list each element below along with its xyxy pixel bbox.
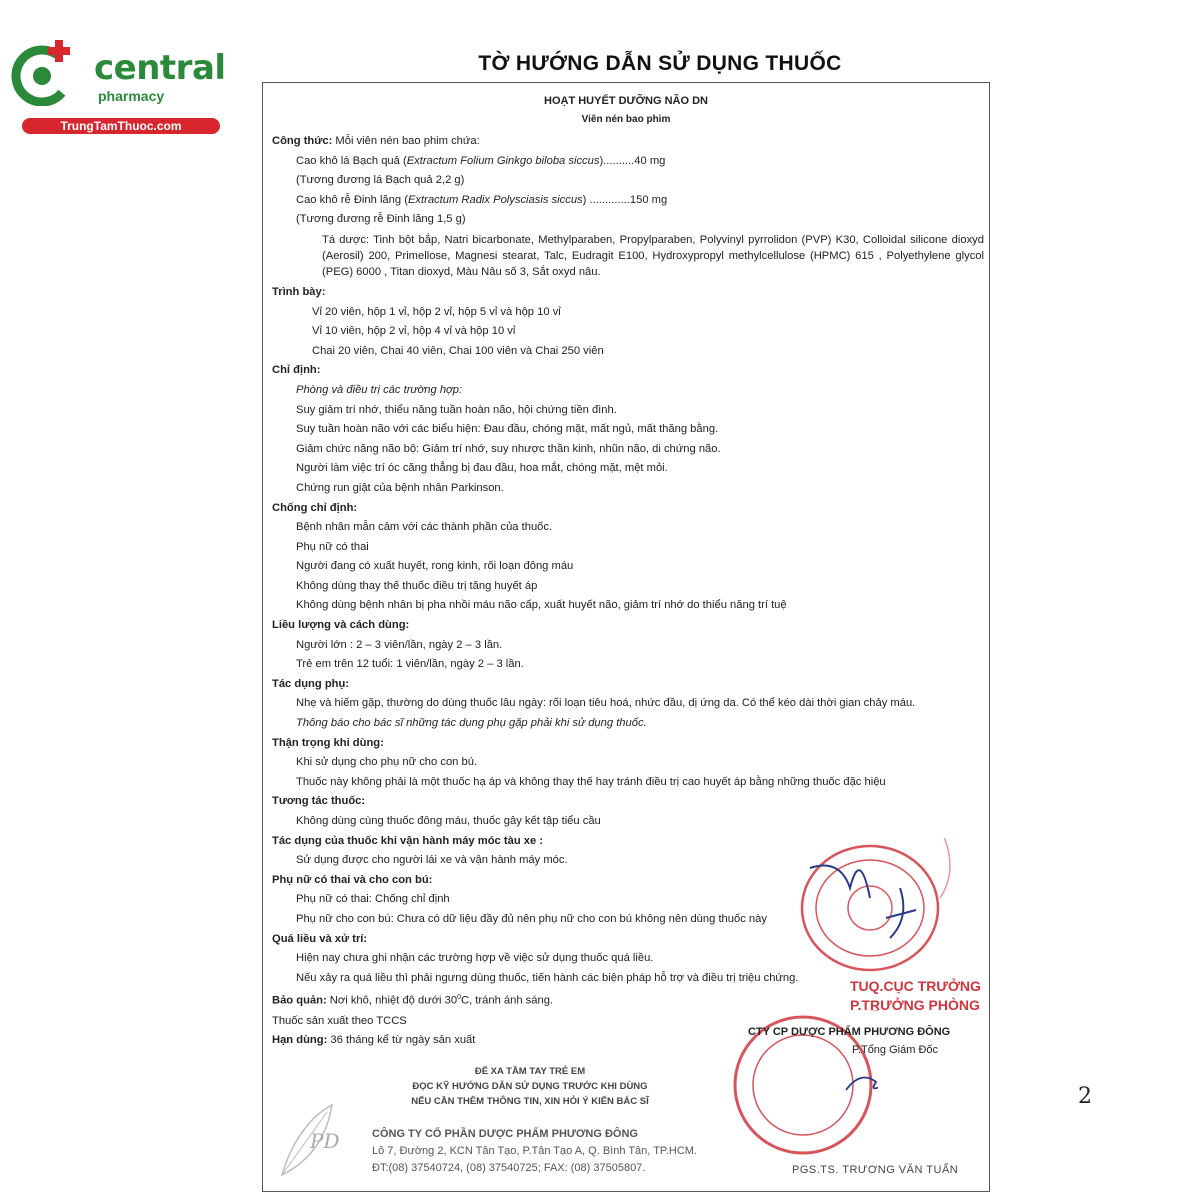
section-heading: Hạn dùng:	[272, 1034, 328, 1047]
list-item: Hiện nay chưa ghi nhận các trường hợp về việc sử dụng thuốc quá liều.	[296, 952, 654, 965]
section-heading: Công thức:	[272, 135, 333, 147]
list-item: Chai 20 viên, Chai 40 viên, Chai 100 viên và Chai 250 viên	[312, 344, 604, 357]
ingredient-line	[272, 152, 984, 172]
company-name: CÔNG TY CỔ PHẦN DƯỢC PHẨM PHƯƠNG ĐÔNG	[372, 1128, 638, 1140]
central-pharmacy-logo	[10, 36, 226, 136]
company-address: Lô 7, Đường 2, KCN Tân Tạo, P.Tân Tạo A, Q. Bình Tân, TP.HCM.	[372, 1145, 697, 1157]
list-item: Nếu xảy ra quá liều thì phải ngưng dùng thuốc, tiến hành các biện pháp hỗ trợ và điều trị triệu chứng.	[296, 971, 799, 984]
list-item: Người đang có xuất huyết, rong kinh, rối loạn đông máu	[296, 560, 574, 573]
logo-sub-text: pharmacy	[98, 88, 165, 104]
list-item: Vỉ 10 viên, hộp 2 vỉ, hộp 4 vỉ và hộp 10 vỉ	[312, 325, 516, 338]
degree-sup: 0	[457, 994, 461, 1002]
section-text: C, tránh ánh sáng.	[461, 995, 554, 1008]
ingredient-latin: Extractum Folium Ginkgo biloba siccus	[406, 154, 600, 167]
cong-thuc-line	[272, 132, 984, 152]
page-number: 2	[1078, 1084, 1092, 1109]
logo-brand-text: central	[94, 48, 226, 88]
warning-line: NẾU CẦN THÊM THÔNG TIN, XIN HỎI Ý KIẾN BÁC SĨ	[411, 1096, 649, 1107]
section-heading: Chỉ định:	[272, 364, 321, 377]
ingredient-text: Cao khô rễ Đinh lăng (	[296, 193, 408, 206]
list-item: Khi sử dụng cho phụ nữ cho con bú.	[296, 756, 478, 769]
ingredient-latin: Extractum Radix Polysciasis siccus	[407, 193, 583, 206]
section-text: Mỗi viên nén bao phim chứa:	[332, 135, 480, 147]
document-title: TỜ HƯỚNG DẪN SỬ DỤNG THUỐC	[478, 52, 842, 75]
section-heading: Chống chỉ định:	[272, 501, 358, 514]
company-phone: ĐT:(08) 37540724, (08) 37540725; FAX: (08) 37505807.	[372, 1162, 646, 1174]
list-item: Người lớn : 2 – 3 viên/lần, ngày 2 – 3 lần.	[296, 638, 503, 651]
list-item: Suy giảm trí nhớ, thiểu năng tuần hoàn não, hội chứng tiền đình.	[296, 403, 617, 416]
list-item: Thuốc này không phải là một thuốc hạ áp và không thay thế hay tránh điều trị cao huyết áp bằng những thuốc đặc hiệu	[296, 775, 886, 788]
list-item: Giảm chức năng não bộ: Giảm trí nhớ, suy nhược thần kinh, nhũn não, di chứng não.	[296, 442, 721, 455]
list-item: Phụ nữ cho con bú: Chưa có dữ liệu đầy đủ nên phụ nữ cho con bú không nên dùng thuốc này	[296, 912, 767, 925]
section-heading: Tương tác thuốc:	[272, 795, 366, 808]
warning-line: ĐỌC KỸ HƯỚNG DẪN SỬ DỤNG TRƯỚC KHI DÙNG	[412, 1081, 648, 1092]
section-heading: Bảo quản:	[272, 995, 327, 1008]
section-heading: Thận trọng khi dùng:	[272, 736, 384, 749]
list-item: Phụ nữ có thai: Chống chỉ định	[296, 893, 450, 906]
list-item: Phụ nữ có thai	[296, 540, 369, 553]
list-item: Chứng run giật của bệnh nhân Parkinson.	[296, 481, 504, 494]
ingredient-text: Cao khô lá Bạch quả (	[296, 154, 407, 167]
section-heading: Liều lượng và cách dùng:	[272, 619, 410, 632]
corp-name: CTY CP DƯỢC PHẨM PHƯƠNG ĐÔNG	[748, 1026, 951, 1038]
section-heading: Phụ nữ có thai và cho con bú:	[272, 873, 433, 886]
company-block	[372, 1126, 697, 1177]
product-name: HOẠT HUYẾT DƯỠNG NÃO DN	[544, 95, 708, 107]
list-item: Suy tuần hoàn não với các biểu hiện: Đau đầu, chóng mặt, mất ngủ, mất thăng bằng.	[296, 423, 719, 436]
list-item: Sử dụng được cho người lái xe và vận hành máy móc.	[296, 854, 568, 867]
warning-line: ĐỂ XA TẦM TAY TRẺ EM	[474, 1066, 586, 1077]
list-item: Nhẹ và hiếm gặp, thường do dùng thuốc lâu ngày: rối loạn tiêu hoá, nhức đầu, dị ứng da. Có thể kéo dài thời gian chảy máu.	[296, 697, 916, 710]
list-item: Trẻ em trên 12 tuổi: 1 viên/lần, ngày 2 – 3 lần.	[296, 658, 524, 671]
ingredient-amount: ) .............150 mg	[582, 193, 668, 206]
product-form: Viên nén bao phim	[581, 114, 671, 125]
svg-text:PD: PD	[310, 1129, 340, 1153]
section-heading: Trình bày:	[272, 285, 326, 298]
ingredient-amount: )..........40 mg	[599, 154, 666, 167]
signer-name: PGS.TS. TRƯƠNG VĂN TUẤN	[792, 1164, 959, 1176]
approval-line: TUQ.CỤC TRƯỞNG	[850, 978, 981, 994]
section-heading: Tác dụng phụ:	[272, 677, 350, 690]
company-leaf-logo	[272, 1100, 362, 1180]
list-item: Không dùng bệnh nhân bị pha nhồi máu não cấp, xuất huyết não, giảm trí nhớ do thiểu năng trí tuệ	[296, 599, 787, 612]
approval-line: P.TRƯỞNG PHÒNG	[850, 997, 980, 1013]
section-text: Nơi khô, nhiệt độ dưới 30	[326, 995, 458, 1008]
list-item: Vỉ 20 viên, hộp 1 vỉ, hộp 2 vỉ, hộp 5 vỉ và hộp 10 vỉ	[312, 305, 561, 318]
ingredient-line	[272, 191, 984, 211]
standard-line: Thuốc sản xuất theo TCCS	[272, 1014, 407, 1027]
ingredient-equivalent: (Tương đương lá Bạch quả 2,2 g)	[296, 174, 465, 187]
ingredient-equivalent: (Tương đương rễ Đinh lăng 1,5 g)	[296, 213, 466, 226]
section-text: 36 tháng kể từ ngày sản xuất	[327, 1034, 476, 1047]
corp-role: P.Tổng Giám Đốc	[852, 1044, 939, 1056]
list-item: Bệnh nhân mẫn cảm với các thành phần của thuốc.	[296, 521, 553, 534]
section-intro: Phòng và điều trị các trường hợp:	[296, 383, 463, 396]
excipients: Tá dược: Tinh bột bắp, Natri bicarbonate, Methylparaben, Propylparaben, Polyvinyl pyrrolidon (PVP) K30, Colloidal silicone dioxyd (Aerosil) 200, Primellose, Magnesi stearat, Talc, Eudragit E100, Hydroxypropyl methylcellulose (HPMC) 615 , Polyethylene glycol (PEG) 6000 , Titan dioxyd, Màu Nâu số 3, Sắt oxyd nâu.	[322, 233, 984, 278]
pharmacy-cross-icon	[10, 36, 80, 106]
list-item: Không dùng thay thế thuốc điều trị tăng huyết áp	[296, 579, 538, 592]
logo-site-link[interactable]: TrungTamThuoc.com	[22, 118, 220, 134]
section-heading: Tác dụng của thuốc khi vận hành máy móc tàu xe :	[272, 834, 544, 847]
ministry-stamp-icon	[790, 838, 970, 978]
section-note: Thông báo cho bác sĩ những tác dụng phụ gặp phải khi sử dụng thuốc.	[296, 717, 647, 730]
list-item: Người làm việc trí óc căng thẳng bị đau đầu, hoa mắt, chóng mặt, mệt mỏi.	[296, 462, 668, 475]
list-item: Không dùng cùng thuốc đông máu, thuốc gây kết tập tiểu cầu	[296, 815, 601, 827]
section-heading: Quá liều và xử trí:	[272, 932, 368, 945]
